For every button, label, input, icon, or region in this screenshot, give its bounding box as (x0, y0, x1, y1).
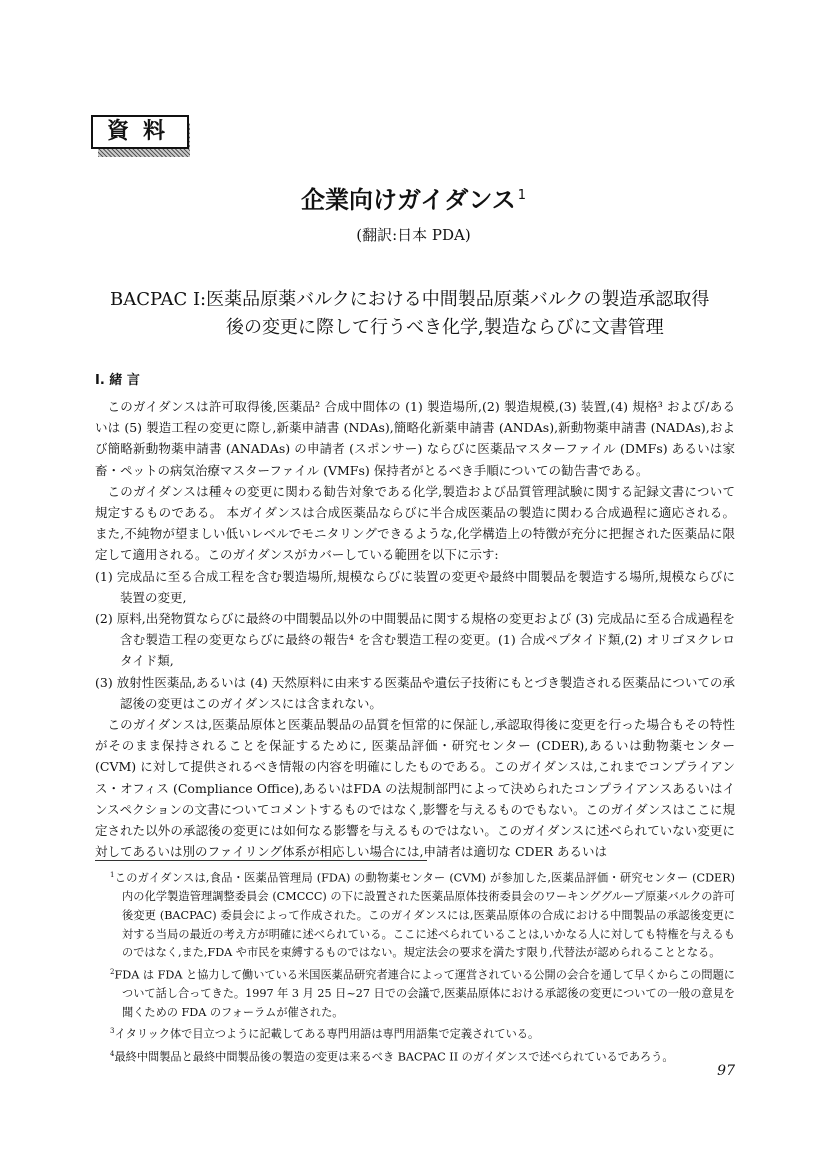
subtitle-line-2: 後の変更に際して行うべき化学,製造ならびに文書管理 (226, 317, 664, 338)
document-subtitle (110, 286, 750, 342)
subtitle-line-1: BACPAC I:医薬品原薬バルクにおける中間製品原薬バルクの製造承認取得 (110, 289, 710, 310)
translator-credit: (翻訳:日本 PDA) (356, 226, 471, 244)
list-item: (3) 放射性医薬品,あるいは (4) 天然原料に由来する医薬品や遺伝子技術にもとづき製造される医薬品についての承認後の変更はこのガイダンスには含まれない。 (95, 674, 735, 711)
footnote-text: このガイダンスは,食品・医薬品管理局 (FDA) の動物薬センター (CVM) が参加した,医薬品評価・研究センター (CDER) 内の化学製造管理調整委員会 (CMCCC) の下に設置された医薬品原体技術委員会のワーキンググループ原薬バルクの許可後変更 (BACPAC) 委員会によって作成された。このガイダンスには,医薬品原体の合成における中間製品の承認後変更に対する当局の最近の考え方が明確に述べられている。ここに述べられていることは,いかなる人に対しても特権を与えるものではなく,また,FDA や市民を束縛するものではない。規定法会の要求を満たす限り,代替法が認められることとなる。 (114, 871, 735, 960)
footnote-text: イタリック体で目立つように記載してある専門用語は専門用語集で定義されている。 (114, 1027, 540, 1041)
section-tag (91, 115, 191, 159)
page-number: 97 (717, 1063, 735, 1079)
footnote-mark: 3 (110, 1027, 115, 1036)
list-item: (1) 完成品に至る合成工程を含む製造場所,規模ならびに装置の変更や最終中間製品を製造する場所,規模ならびに装置の変更, (95, 568, 735, 605)
footnote-mark: 2 (110, 967, 115, 976)
document-title (0, 180, 827, 215)
list-item: (2) 原料,出発物質ならびに最終の中間製品以外の中間製品に関する規格の変更および (3) 完成品に至る合成過程を含む製造工程の変更ならびに最終の報告⁴ を含む製造工程の変更。(1) 合成ペプタイド類,(2) オリゴヌクレロタイド類, (95, 611, 735, 669)
section-tag-label: 資料 (91, 115, 189, 149)
footnote (110, 963, 735, 1023)
footnote-mark: 1 (110, 871, 115, 879)
footnote-text: 最終中間製品と最終中間製品後の製造の変更は来るべき BACPAC II のガイダンスで述べられているであろう。 (114, 1050, 674, 1064)
footnote (110, 1022, 735, 1044)
footnotes (110, 866, 735, 1067)
document-title-text: 企業向けガイダンス (300, 186, 516, 214)
footnote-text: FDA は FDA と協力して働いている米国医薬品研究者連合によって運営されている公開の会合を通して早くからこの問題について話し合ってきた。1997 年 3 月 25 日~27 日での会議で,医薬品原体における承認後の変更についての一般の意見を聞くための FDA のフォーラムが催された。 (114, 968, 735, 1019)
footnote (110, 866, 735, 963)
paragraph: このガイダンスは種々の変更に関わる勧告対象である化学,製造および品質管理試験に関する記録文書について規定するものである。 本ガイダンスは合成医薬品ならびに半合成医薬品の製造に関わる合成過程に適応される。また,不純物が望ましい低いレベルでモニタリングできるような,化学構造上の特徴が充分に把握された医薬品に限定して適用される。このガイダンスがカバーしている範囲を以下に示す: (95, 483, 735, 563)
body-text (95, 396, 735, 862)
footnote (110, 1045, 735, 1067)
paragraph: このガイダンスは,医薬品原体と医薬品製品の品質を恒常的に保証し,承認取得後に変更を行った場合もその特性がそのまま保持されることを保証するために, 医薬品評価・研究センター (CDER),あるいは動物薬センター (CVM) に対して提供されるべき情報の内容を明確にしたものである。このガイダンスは,これまでコンプライアンス・オフィス (Compliance Office),あるいはFDA の法規制部門によって決められたコンプライアンスあるいはインスペクションの文書についてコメントするものではなく,影響を与えるものでもない。このガイダンスはここに規定された以外の承認後の変更には如何なる影響を与えるものではない。このガイダンスに述べられていない変更に対してあるいは別のファイリング体系が相応しい場合には,申請者は適切な CDER あるいは (95, 717, 735, 860)
footnote-mark: 4 (110, 1049, 115, 1058)
paragraph: このガイダンスは許可取得後,医薬品² 合成中間体の (1) 製造場所,(2) 製造規模,(3) 装置,(4) 規格³ および/あるいは (5) 製造工程の変更に際し,新薬申請書 (NDAs),簡略化新薬申請書 (ANDAs),新動物薬申請書 (NADAs),および簡略新動物薬申請書 (ANADAs) の申請者 (スポンサー) ならびに医薬品マスターファイル (DMFs) あるいは家畜・ペットの病気治療マスターファイル (VMFs) 保持者がとるべき手順についての勧告書である。 (95, 399, 735, 478)
section-heading: I. 緒 言 (95, 373, 140, 388)
footnote-divider (95, 860, 427, 861)
title-footnote-mark: 1 (517, 188, 527, 203)
